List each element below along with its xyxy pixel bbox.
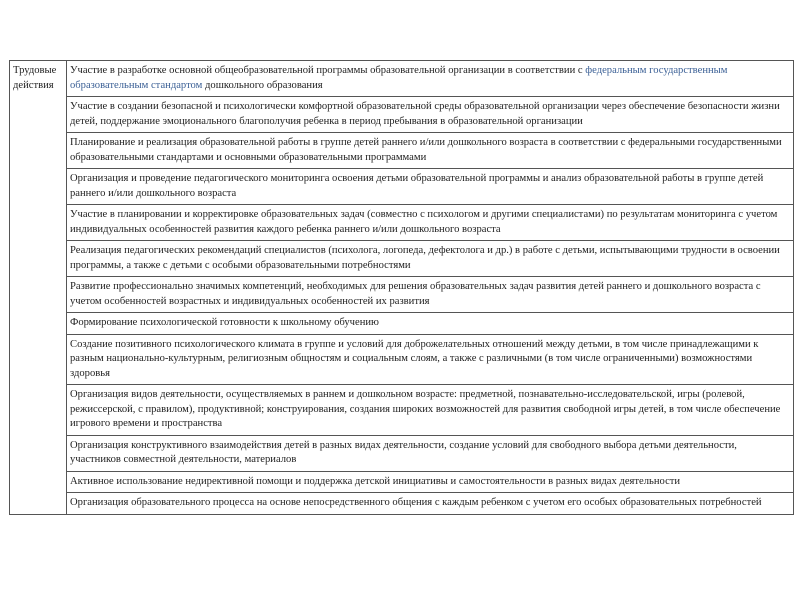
table-row	[10, 493, 794, 515]
table-row	[10, 97, 794, 133]
table-row	[10, 169, 794, 205]
table-cell: Организация и проведение педагогического мониторинга освоения детьми образовательной программы и анализ образовательной работы в группе детей раннего и/или дошкольного возраста	[67, 169, 794, 205]
table-cell: Активное использование недирективной помощи и поддержка детской инициативы и самостоятельности в разных видах деятельности	[67, 471, 794, 493]
table-cell: Формирование психологической готовности к школьному обучению	[67, 313, 794, 335]
table-cell: Организация образовательного процесса на основе непосредственного общения с каждым ребенком с учетом его особых образовательных потребностей	[67, 493, 794, 515]
table-cell: Создание позитивного психологического климата в группе и условий для доброжелательных отношений между детьми, в том числе принадлежащими к разным национально-культурным, религиозным общностям и социальным слоям, а также с различными (в том числе ограниченными) возможностями здоровья	[67, 334, 794, 385]
table-row	[10, 241, 794, 277]
table-row	[10, 313, 794, 335]
table-row	[10, 385, 794, 436]
cell-text: Участие в разработке основной общеобразовательной программы образовательной организации в соответствии с	[70, 65, 586, 76]
table-row	[10, 471, 794, 493]
table-cell: Развитие профессионально значимых компетенций, необходимых для решения образовательных задач развития детей раннего и дошкольного возраста с учетом особенностей возрастных и индивидуальных особенностей их развития	[67, 277, 794, 313]
table-row	[10, 277, 794, 313]
row-header-cell: Трудовые действия	[10, 61, 67, 515]
table-cell	[67, 61, 794, 97]
table-cell: Организация видов деятельности, осуществляемых в раннем и дошкольном возрасте: предметной, познавательно-исследовательской, игры (ролевой, режиссерской, с правилом), продуктивной; конструирования, создания широких возможностей для развития свободной игры детей, в том числе обеспечение игрового времени и пространства	[67, 385, 794, 436]
table-cell: Организация конструктивного взаимодействия детей в разных видах деятельности, создание условий для свободного выбора детьми деятельности, участников совместной деятельности, материалов	[67, 435, 794, 471]
table-cell: Реализация педагогических рекомендаций специалистов (психолога, логопеда, дефектолога и др.) в работе с детьми, испытывающими трудности в освоении программы, а также с детьми с особыми образовательными потребностями	[67, 241, 794, 277]
cell-text: дошкольного образования	[202, 79, 323, 91]
table-cell: Участие в планировании и корректировке образовательных задач (совместно с психологом и другими специалистами) по результатам мониторинга с учетом индивидуальных особенностей развития каждого ребенка раннего и/или дошкольного возраста	[67, 205, 794, 241]
table-row	[10, 61, 794, 97]
table-row	[10, 205, 794, 241]
table-cell: Планирование и реализация образовательной работы в группе детей раннего и/или дошкольного возраста в соответствии с федеральными государственными образовательными стандартами и основными образовательными программами	[67, 133, 794, 169]
table-row	[10, 435, 794, 471]
standard-link[interactable]: федеральным государственным образовательным стандартом	[70, 65, 728, 91]
table-row	[10, 133, 794, 169]
labor-actions-table	[9, 60, 794, 515]
table-cell: Участие в создании безопасной и психологически комфортной образовательной среды образовательной организации через обеспечение безопасности жизни детей, поддержание эмоционального благополучия ребенка в период пребывания в образовательной организации	[67, 97, 794, 133]
table-row	[10, 334, 794, 385]
